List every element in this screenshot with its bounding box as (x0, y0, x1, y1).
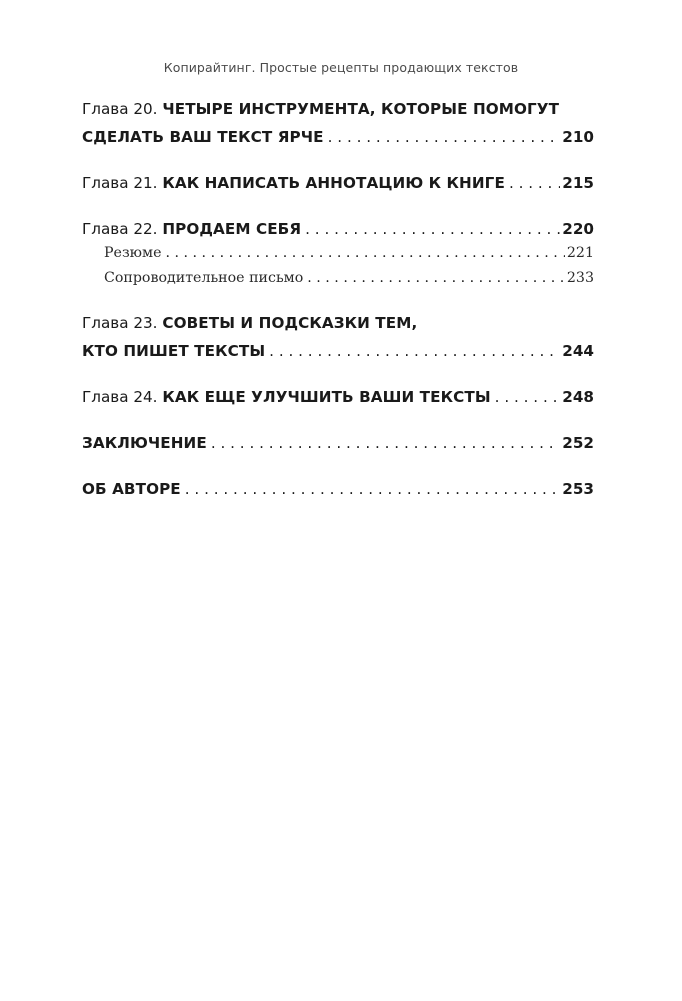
toc-line (82, 169, 594, 197)
toc-line (82, 215, 594, 243)
page-number: 248 (562, 388, 594, 406)
toc-subentry-cover-letter[interactable] (82, 266, 594, 291)
chapter-title: КАК ЕЩЕ УЛУЧШИТЬ ВАШИ ТЕКСТЫ (162, 388, 491, 406)
page-number: 252 (562, 434, 594, 452)
toc-entry-chapter-21[interactable] (82, 169, 594, 197)
toc-subentry-resume[interactable] (82, 241, 594, 266)
chapter-number: Глава 24. (82, 388, 158, 406)
page-number: 215 (562, 174, 594, 192)
toc-entry-chapter-24[interactable] (82, 383, 594, 411)
toc-line (82, 337, 594, 365)
dot-leader (211, 429, 560, 457)
running-head: Копирайтинг. Простые рецепты продающих текстов (163, 60, 519, 75)
toc-entry-about-author[interactable] (82, 475, 594, 503)
toc-entry-chapter-23[interactable] (82, 309, 594, 365)
subsection-list (82, 241, 594, 291)
chapter-title: СОВЕТЫ И ПОДСКАЗКИ ТЕМ, (162, 314, 418, 332)
toc-line (82, 95, 594, 123)
chapter-title-continued: СДЕЛАТЬ ВАШ ТЕКСТ ЯРЧЕ (82, 128, 324, 146)
toc-line (82, 475, 594, 503)
page-number: 221 (566, 245, 594, 261)
section-title: ЗАКЛЮЧЕНИЕ (82, 434, 207, 452)
chapter-title-continued: КТО ПИШЕТ ТЕКСТЫ (82, 342, 266, 360)
subsection-title: Сопроводительное письмо (104, 270, 304, 286)
page-number: 210 (562, 128, 594, 146)
page-number: 233 (566, 270, 594, 286)
chapter-number: Глава 23. (82, 314, 158, 332)
dot-leader (495, 383, 561, 411)
toc-entry-chapter-20[interactable] (82, 95, 594, 151)
toc-entry-chapter-22[interactable] (82, 215, 594, 291)
dot-leader (509, 169, 560, 197)
dot-leader (269, 337, 560, 365)
dot-leader (185, 475, 561, 503)
table-of-contents (82, 95, 594, 521)
dot-leader (307, 266, 565, 291)
dot-leader (305, 215, 560, 243)
toc-line (82, 123, 594, 151)
subsection-title: Резюме (104, 245, 162, 261)
chapter-title: ЧЕТЫРЕ ИНСТРУМЕНТА, КОТОРЫЕ ПОМОГУТ (162, 100, 560, 118)
chapter-number: Глава 20. (82, 100, 158, 118)
dot-leader (165, 241, 564, 266)
chapter-number: Глава 22. (82, 220, 158, 238)
toc-line (82, 309, 594, 337)
chapter-title: ПРОДАЕМ СЕБЯ (162, 220, 302, 238)
toc-entry-conclusion[interactable] (82, 429, 594, 457)
dot-leader (328, 123, 561, 151)
page-number: 253 (562, 480, 594, 498)
page-number: 220 (562, 220, 594, 238)
page-number: 244 (562, 342, 594, 360)
chapter-number: Глава 21. (82, 174, 158, 192)
toc-line (82, 383, 594, 411)
section-title: ОБ АВТОРЕ (82, 480, 181, 498)
chapter-title: КАК НАПИСАТЬ АННОТАЦИЮ К КНИГЕ (162, 174, 505, 192)
toc-line (82, 429, 594, 457)
